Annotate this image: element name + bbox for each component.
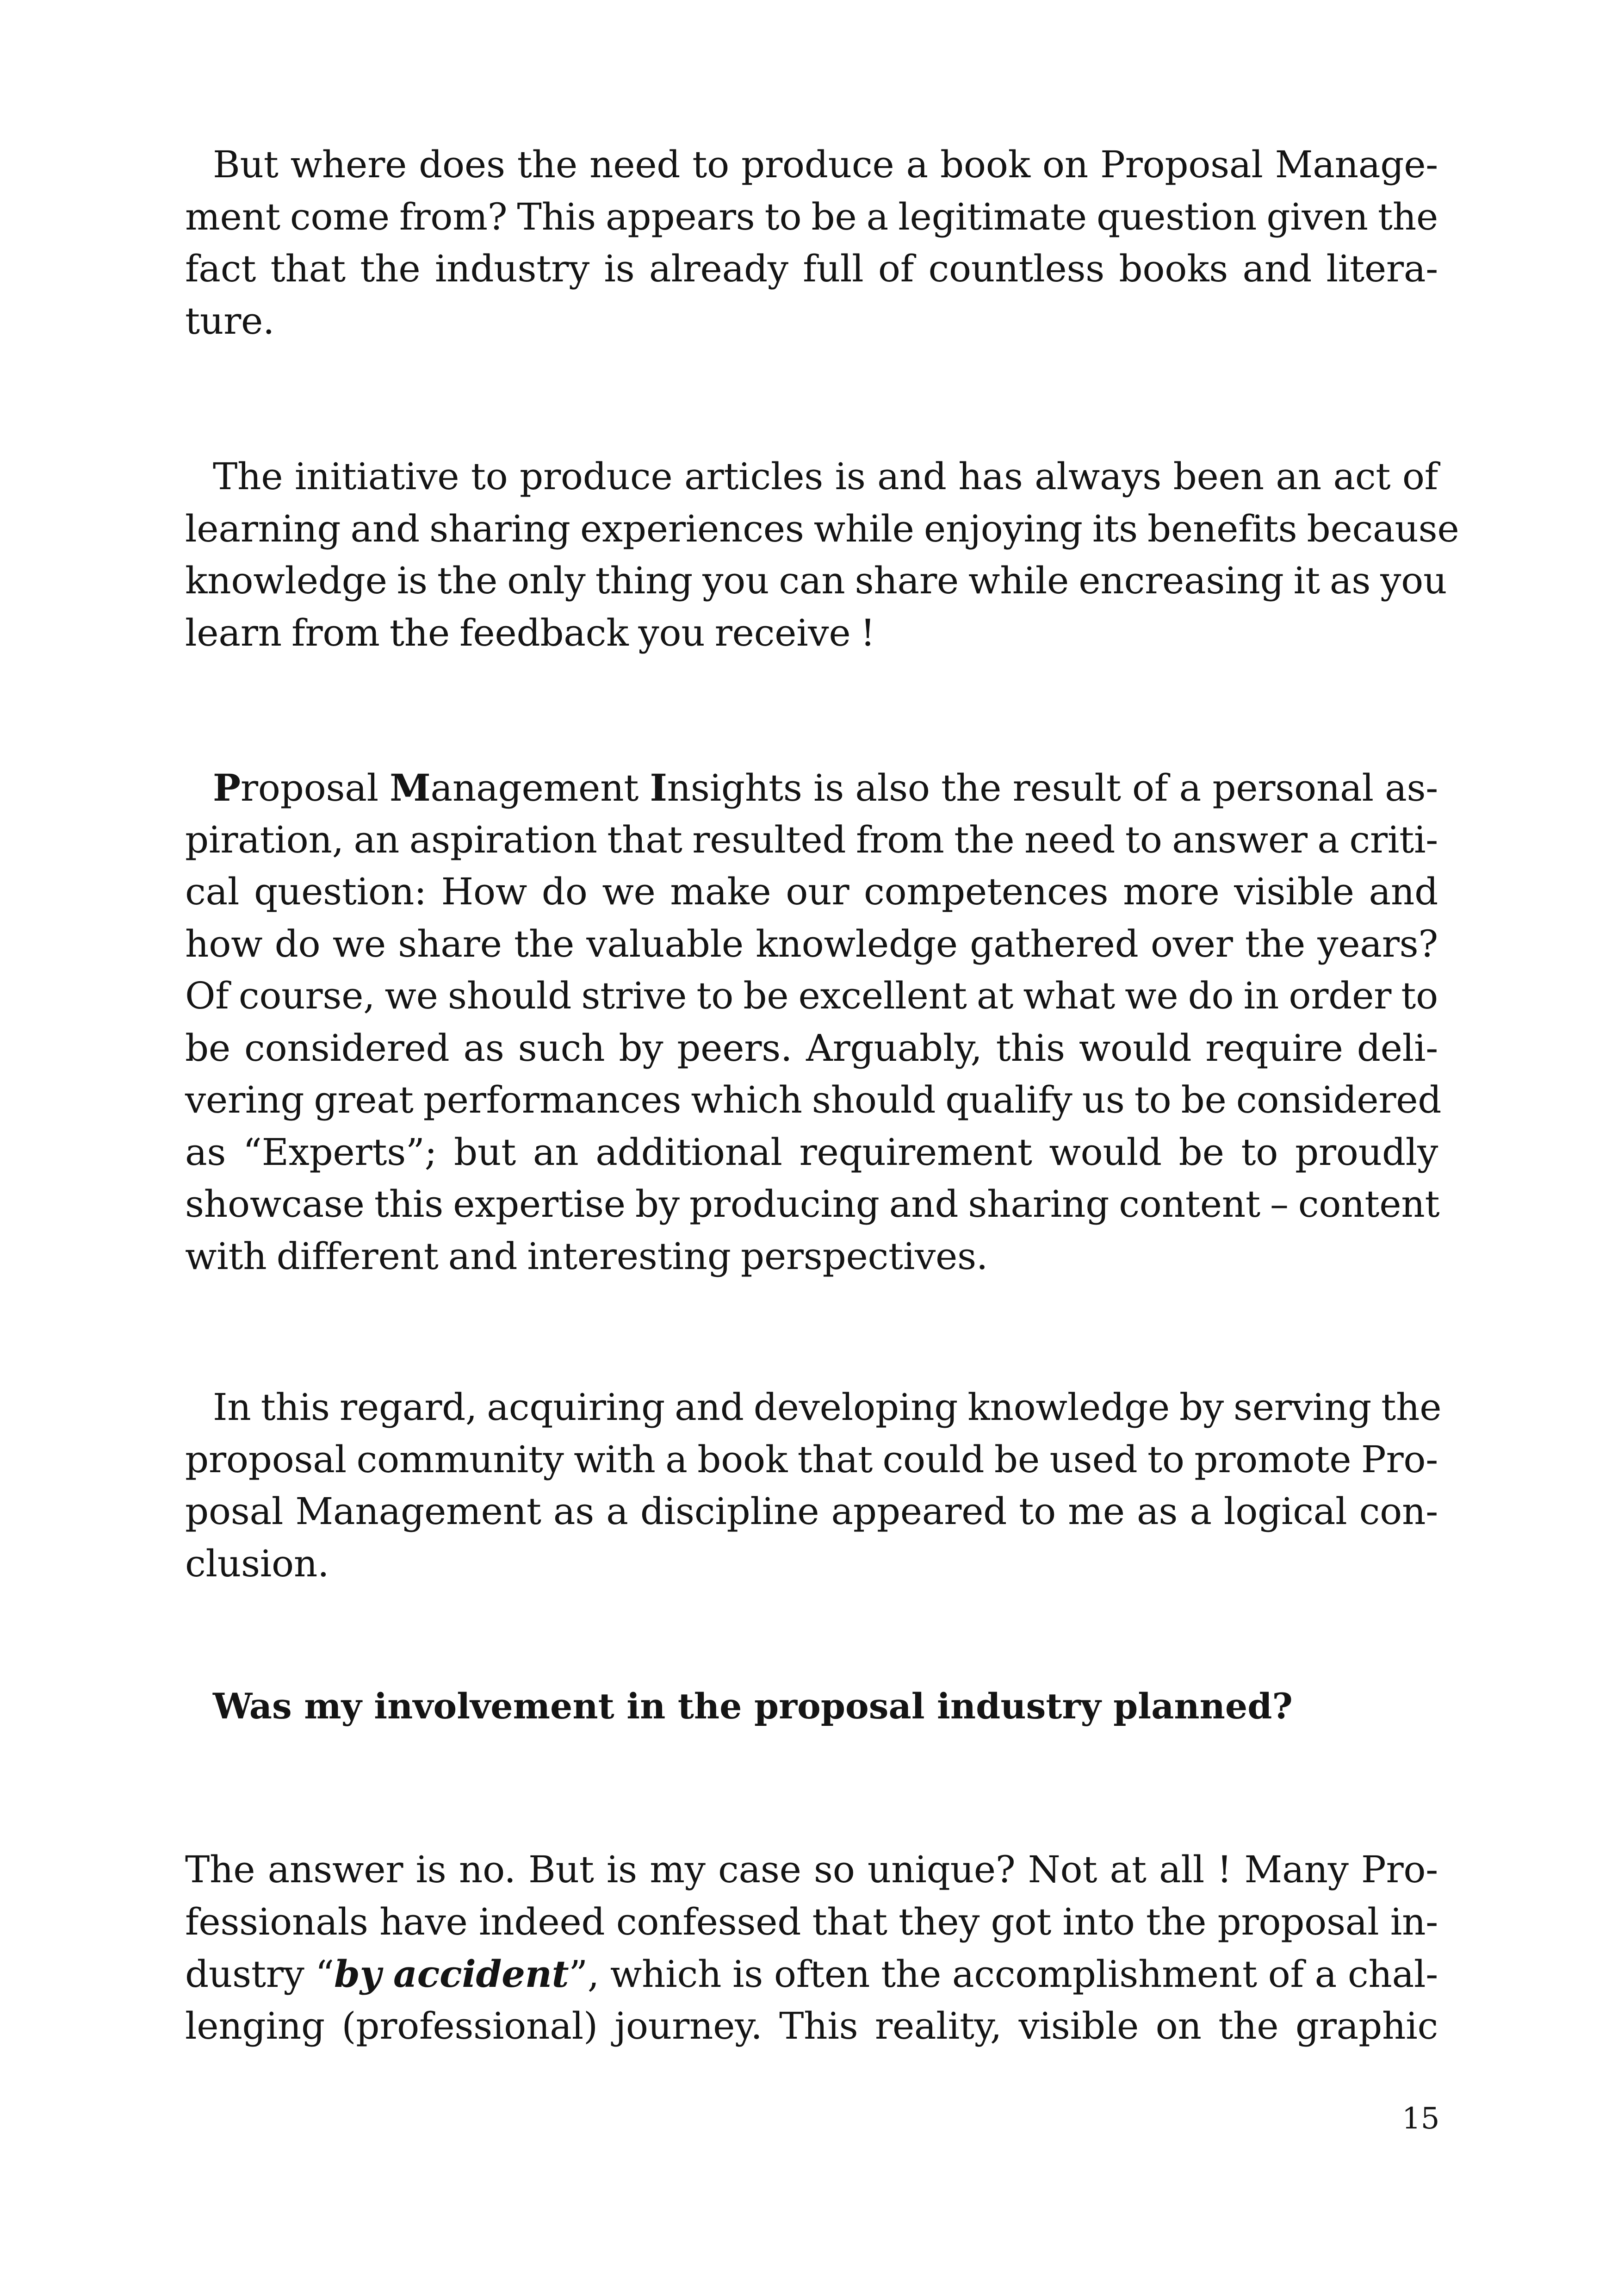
text-line: learn from the feedback you receive ! — [185, 611, 875, 654]
text-line: learning and sharing experiences while enjoying its benefits because — [185, 507, 1459, 550]
paragraph-initiative — [185, 451, 1459, 659]
text-line: cal question: How do we make our competences more visible and — [185, 870, 1438, 913]
text-line: The answer is no. But is my case so unique? Not at all ! Many Pro- — [185, 1848, 1438, 1891]
bold-initial: I — [650, 766, 667, 809]
text-line: posal Management as a discipline appeared to me as a logical con- — [185, 1490, 1438, 1533]
bold-initial: M — [390, 766, 431, 809]
text-line: vering great performances which should qualify us to be considered — [185, 1078, 1442, 1121]
text-line: Of course, we should strive to be excellent at what we do in order to — [185, 974, 1438, 1017]
text-line — [185, 1948, 1438, 2000]
text-run: roposal — [240, 766, 390, 809]
text-line: clusion. — [185, 1542, 329, 1585]
text-line: be considered as such by peers. Arguably, this would require deli- — [185, 1026, 1438, 1070]
text-line: But where does the need to produce a book on Proposal Manage- — [213, 143, 1438, 186]
text-line: showcase this expertise by producing and sharing content – content — [185, 1182, 1440, 1226]
text-run: nsights is also the result of a personal as- — [667, 766, 1438, 809]
text-line: lenging (professional) journey. This reality, visible on the graphic — [185, 2004, 1438, 2047]
bold-initial: P — [213, 766, 241, 809]
text-line — [185, 762, 1438, 814]
paragraph-regard — [185, 1381, 1442, 1590]
text-line: ture. — [185, 299, 275, 342]
paragraph-personal-aspiration — [185, 762, 1442, 1282]
text-line: fact that the industry is already full of countless books and litera- — [185, 247, 1438, 290]
paragraph-answer — [185, 1844, 1438, 2052]
emphasis-text: by accident — [334, 1952, 569, 1996]
text-line: piration, an aspiration that resulted from the need to answer a criti- — [185, 818, 1438, 861]
text-line: knowledge is the only thing you can share while encreasing it as you — [185, 559, 1447, 602]
text-line: In this regard, acquiring and developing knowledge by serving the — [213, 1386, 1442, 1429]
page-number: 15 — [1402, 2102, 1440, 2136]
text-line: ment come from? This appears to be a legitimate question given the — [185, 195, 1438, 238]
text-line: proposal community with a book that could be used to promote Pro- — [185, 1437, 1438, 1481]
text-line: how do we share the valuable knowledge gathered over the years? — [185, 922, 1438, 965]
text-line: fessionals have indeed confessed that they got into the proposal in- — [185, 1900, 1438, 1943]
text-run: anagement — [430, 766, 650, 809]
text-line: as “Experts”; but an additional requirement would be to proudly — [185, 1130, 1438, 1174]
text-run: dustry “ — [185, 1953, 334, 1996]
text-run: ”, which is often the accomplishment of a chal- — [569, 1953, 1438, 1996]
text-line: The initiative to produce articles is and has always been an act of — [213, 455, 1438, 498]
paragraph-book-origin — [185, 139, 1438, 347]
section-heading: Was my involvement in the proposal industry planned? — [213, 1686, 1293, 1727]
text-line: with different and interesting perspectives. — [185, 1234, 988, 1278]
